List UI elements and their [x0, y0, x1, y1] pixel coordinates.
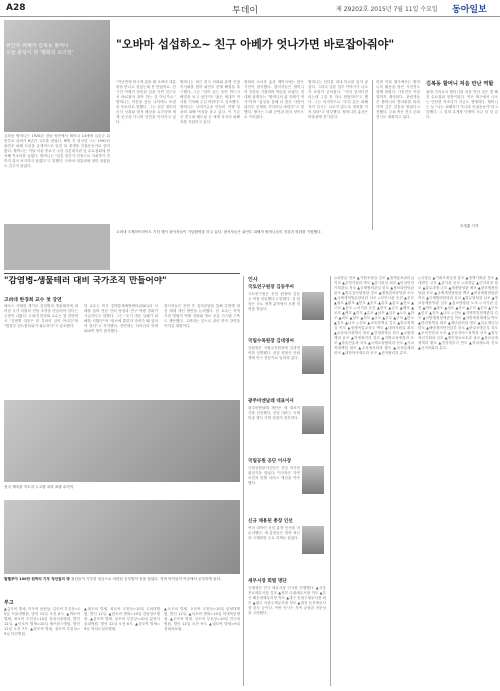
top-body-col5: 할머니는 인터뷰 내내 미소를 잃지 않았다. 그러나 일본 정부 이야기가 나오자 표정이 굳어졌다. "사과 한마디면 되는데 그걸 못 하니 답답하다"고 했다. 그는 마지막으로 "우리 같은 피해자가 다시는 나오지 않도록 평화를 지켜 달라"고 당부했다. 할머니의 흉상은 박물관에 전시된다.	[308, 80, 368, 119]
mid-subhead: 고려대 한경희 교수 첫 강연	[4, 298, 62, 303]
personnel-section-label: 인사	[248, 277, 258, 283]
person-1-photo	[302, 292, 324, 320]
top-story	[0, 18, 500, 273]
ceremony-photo	[4, 224, 110, 270]
lower-caption-text: 전국 새마을 지도자 노고를 치하 표창 수여식	[4, 485, 74, 489]
obituary-col2: ▲최모씨 별세, 최모씨 모친상=10일 고려대병원, 발인 12일. ▲한모씨 별세=10일 강남성모병원. ▲윤모씨 별세, 윤모씨 부친상=10일 분당서울대병원, 발인 12일 오전 6시. ▲강모씨 별세=9일 여의도성모병원.	[84, 607, 160, 631]
person-2-photo	[302, 346, 324, 374]
person-4-photo	[302, 466, 324, 494]
bottom-left-caption: 할렐루야 100만 원짜리 기부 청년들의 방 청년들이 기부한 성금으로 마련된 공부방이 문을 열었다. 지역 아이들이 이곳에서 공부하게 된다.	[4, 577, 222, 581]
people-item-6: 세무서장 회별 명단	[248, 579, 287, 584]
people-body-5: 여러 대학이 신임 총장 인선을 마무리했다. 새 총장들은 대학 혁신과 국제화를 주요 과제로 꼽았다.	[248, 526, 300, 540]
obituary-col1: ▲김모씨 별세, 이모씨 남편상, 김모씨 부친상=10일 서울대병원, 발인 12일 오전 8시. ▲박모씨 별세, 최모씨 모친상=10일 삼성서울병원, 발인 12일. ▲이모씨 별세=10일 세브란스병원, 발인 12일 오전 7시. ▲정모씨 별세, 정모씨 부친상=9일 아산병원.	[4, 607, 80, 636]
people-item-1: 국토연구원장 김동주씨	[248, 285, 294, 290]
mid-body-3: 참석자들은 강연 후 질의응답을 통해 감염병 대응 체계 개선 방안을 논의했다. 한 교수는 지역 거점 병원의 역할 강화와 정보 공유 시스템 구축도 제안했다. 고려대는 앞으로 관련 연속 강연을 이어갈 계획이다.	[164, 304, 240, 328]
right-column-title: 김복동 할머니 처음 만난 역할	[426, 81, 494, 87]
people-body-1: 국토연구원은 신임 원장에 김동주 씨를 선임했다고 밝혔다. 김 원장은 국토 정책 분야에서 오랜 경력을 쌓았다.	[248, 292, 300, 311]
obituary-col3: ▲오모씨 별세, 오모씨 모친상=10일 한양대병원, 발인 12일. ▲서모씨 별세=10일 이대목동병원. ▲신모씨 별세, 신모씨 부친상=10일 건국대병원, 발인 12일 오전 9시. ▲권모씨 별세=9일 경희의료원.	[164, 607, 240, 631]
top-body-col1: 김복동 할머니는 1926년 경남 양산에서 태어나 14세에 일본군 위안부로 끌려가 8년간 고초를 겪었다. 해방 후 귀국한 그는 1992년 위안부 피해 사실을 공개적으로 알린 뒤 평생을 인권운동가로 살아왔다. 할머니는 이날 서울 종로구 주한 일본대사관 앞 수요집회에 참석해 목소리를 높였다. 할머니는 "일본 정부가 진정으로 사죄하기 전까지 결코 포기하지 않겠다"고 말했다. 오바마 대통령에 대한 섭섭함도 감추지 않았다.	[4, 134, 110, 168]
obituary-label: 부고	[4, 600, 14, 606]
person-3-photo	[302, 406, 324, 434]
section-title: 투데이	[232, 6, 259, 16]
top-kicker	[6, 43, 106, 83]
mid-body-2: 한 교수는 미국 질병통제예방센터(CDC)의 사례를 들며 전문 인력 양성과 연구 역량 강화가 시급하다고 말했다. 그는 "초기 대응 실패가 피해를 키웠다"며 "평소에 훈련과 준비가 돼 있어야 한다"고 지적했다. 강연에는 의료인과 학생 200여 명이 참석했다.	[84, 304, 158, 333]
people-body-2: 산림청은 국립수목원장에 김대영 씨를 임명했다. 신임 원장은 산림 생태 연구 전문가로 알려져 있다.	[248, 346, 300, 360]
people-item-4: 국립공원 공단 이사장	[248, 459, 292, 464]
people-item-3: 광주비엔날레 대표이사	[248, 399, 294, 404]
mid-story	[4, 276, 240, 396]
newspaper-logo: 동아일보	[452, 5, 487, 15]
listing-col2: ◇국장급 ▲기획조정실장 홍모 ▲정책기획관 전모 ▲대변인 고모 ▲감사관 문모 ◇과장급 ▲인사과장 양모 ▲총무과장 손모 ▲재정담당관 배모 ▲창조행정담당관 조모 ▲규제개혁담당관 백모 ▲비상계획담당관 허모 ▲국제협력담당관 유모 ▲법무담당관 남모 ▲정보통계담당관 심모 ▲홍보담당관 노모 ◇서기관 승진 ▲하모 ▲곽모 ▲성모 ▲차모 ▲주모 ▲우모 ▲구모 ▲민모 ▲진모 ▲나모 ◇전보 ▲지역발전정책관실 김모 ▲지방행정정책관실 이모 ▲지방재정세제실 박모 ▲안전정책실 최모 ▲재난관리실 정모 ▲특수재난실 한모 ▲해양경비안전본부 윤모 ▲중앙소방본부 강모 ▲조직진단과 오모 ▲공공서비스정책과 서모 ▲정부혁신기획과 신모 ▲개인정보보호과 권모 ▲정보공개정책과 황모 ▲전자정부국 안모 ▲자치제도과 송모 ▲선거의회과 류모.	[418, 276, 498, 350]
lower-photo-caption	[4, 485, 240, 497]
awards-photo	[4, 500, 240, 574]
kicker-text: 위안부 피해자 김복동 할머니 오늘 흉상이 된 '평화의 소녀상'	[6, 43, 74, 56]
mid-body-1: 메르스 사태를 계기로 감염병과 생물테러에 대비한 국가 차원의 전담 조직을 만들어야 한다는 주장이 나왔다. 고려대 한경희 교수는 첫 강연에서 "감염병 대응은 한 부처의 일이 아니다"며 "범정부 컨트롤타워가 필요하다"고 강조했다.	[4, 304, 78, 328]
date-line: 제 29202호 2015년 7월 11일 수요일	[336, 6, 438, 13]
column-divider	[372, 80, 373, 230]
right-column-body: 취재 기자로서 할머니를 처음 만난 것은 몇 해 전 수요집회 현장이었다. 작은 체구에서 나오는 단단한 목소리가 지금도 생생하다. 할머니는 늘 "나는 피해자가 아니라 인권운동가"라고 말했다. 그 말의 무게를 이제야 조금 알 것 같다.	[426, 90, 498, 119]
top-body-col3: 할머니는 최근 미국 의회와 유엔 인권이사회를 찾아 위안부 문제 해결을 촉구했다. 그는 "살아 있는 동안 반드시 해결을 보고 싶다"며 "젊은 세대가 역사를 기억해 주길 바란다"고 강조했다. 할머니는 나비기금을 만들어 전쟁 성폭력 피해 여성을 돕고 있다. 이 기금은 콩고와 베트남 등 세계 각지의 피해자를 지원하고 있다.	[180, 80, 240, 124]
group-photo	[4, 400, 240, 482]
people-body-3: 광주비엔날레 재단은 새 대표이사를 선임했다. 신임 대표는 국제 미술 행사 기획 경험이 풍부하다.	[248, 406, 300, 420]
people-item-5: 신규 채용된 총장 인선	[248, 519, 293, 524]
section-rule	[4, 273, 240, 274]
people-column	[248, 284, 326, 686]
people-item-2: 국립수목원장 김대영씨	[248, 339, 294, 344]
page-header	[0, 0, 500, 17]
mid-headline: "감염병-생물테러 대비 국가조직 만들어야"	[4, 276, 167, 286]
listing-col1: ◇과장급 전보 ▲기획조정실 김모 ▲정책홍보관리실 이모 ▲운영지원과 박모 ▲감사관실 최모 ▲비상안전기획관실 정모 ▲국제협력관실 한모 ▲정보화담당관 윤모 ▲법무감사담당관 강모 ▲행정관리담당관 오모 ▲규제개혁법무담당관 서모 ◇부이사관 승진 ▲신모 ▲권모 ▲황모 ▲안모 ▲송모 ▲류모 ▲홍모 ▲전모 ▲고모 ▲문모 ◇서기관 승진 ▲양모 ▲손모 ▲배모 ▲조모 ▲백모 ▲허모 ▲유모 ▲남모 ▲심모 ▲노모 ▲하모 ▲곽모 ▲성모 ▲차모 ▲주모 ▲우모 ▲구모 ▲민모 ▲진모 ▲나모 ◇전보 ▲교육정책실 김모 ▲학교정책실 이모 ▲평생직업교육국 박모 ▲대학지원실 최모 ▲교육복지정책국 정모 ▲인재정책실 한모 ▲교원정책과 윤모 ▲학생복지과 강모 ▲지방교육재정과 오모 ▲학술진흥과 서모 ▲국제교육협력과 신모 ▲사교육대책팀 권모 ▲교육정보화과 황모 ▲교육통계과 안모 ▲대학학사제도과 송모 ▲산학협력과 류모.	[334, 276, 414, 355]
person-5-photo	[302, 526, 324, 554]
people-body-6: 국세청은 전국 세무서장 인사를 단행했다. ▲서울 종로세무서장 김모 ▲중부 수원세무서장 이모 ▲부산 해운대세무서장 박모 ▲대구 동대구세무서장 최모 ▲광주 서광주세무서장 정모 ▲대전 둔산세무서장 한모 등이다. 이번 인사는 지역 균형과 전문성을 고려했다.	[248, 586, 326, 615]
people-body-4: 국립공원관리공단은 신임 이사장 취임식을 열었다. 이사장은 자연 보전과 탐방 서비스 개선을 약속했다.	[248, 466, 300, 485]
page-number: A28	[6, 3, 26, 13]
right-column-byline: 조정훈 기자	[460, 224, 479, 228]
ceremony-caption: 고려대 국제하이라이트 기념 행사 참석자들이 기념촬영을 하고 있다. 참석자들은 위안부 피해자 할머니들의 건강과 평화를 기원했다.	[116, 230, 322, 234]
bottom-caption-text: 할렐루야 100만 원짜리 기부 청년들의 방	[4, 577, 70, 581]
top-body-col6: 한편 이날 행사에서는 할머니의 활동을 담은 사진전도 함께 열렸다. 사진전은 이달 말까지 계속된다. 관람객들은 할머니의 발자취를 따라가며 깊은 감동을 받았다고 전했다. 주최 측은 전국 순회 전시도 계획하고 있다.	[376, 80, 420, 119]
top-body-col2: "지난번에 미국에 갔을 때 오바마 대통령을 만나고 싶었는데 못 만났어요. 친구인 아베가 잘못된 길을 가면 친구로서 바로잡아 줘야 하는 것 아닌가요." 할머니는 아흔을 앞둔 나이에도 또렷한 목소리로 말했다. 그는 일본 정부의 공식 사죄와 법적 배상을 요구하며 세계 곳곳을 다니며 증언을 이어가고 있다.	[116, 80, 176, 124]
top-body-col4: 평화의 소녀상 흉상 제막식에는 많은 시민이 참석했다. 참석자들은 할머니의 건강을 기원하며 박수를 보냈다. 정대협 관계자는 "할머니의 삶 자체가 역사"라며 "흉상을 통해 더 많은 사람이 위안부 문제를 기억하길 바란다"고 말했다. 행사는 노래 공연과 편지 낭독으로 이어졌다.	[244, 80, 304, 119]
center-divider	[243, 276, 244, 686]
top-headline: "오바마 섭섭하오~ 친구 아베가 엇나가면 바로잡아줘야"	[116, 38, 395, 51]
right-divider	[330, 276, 331, 686]
